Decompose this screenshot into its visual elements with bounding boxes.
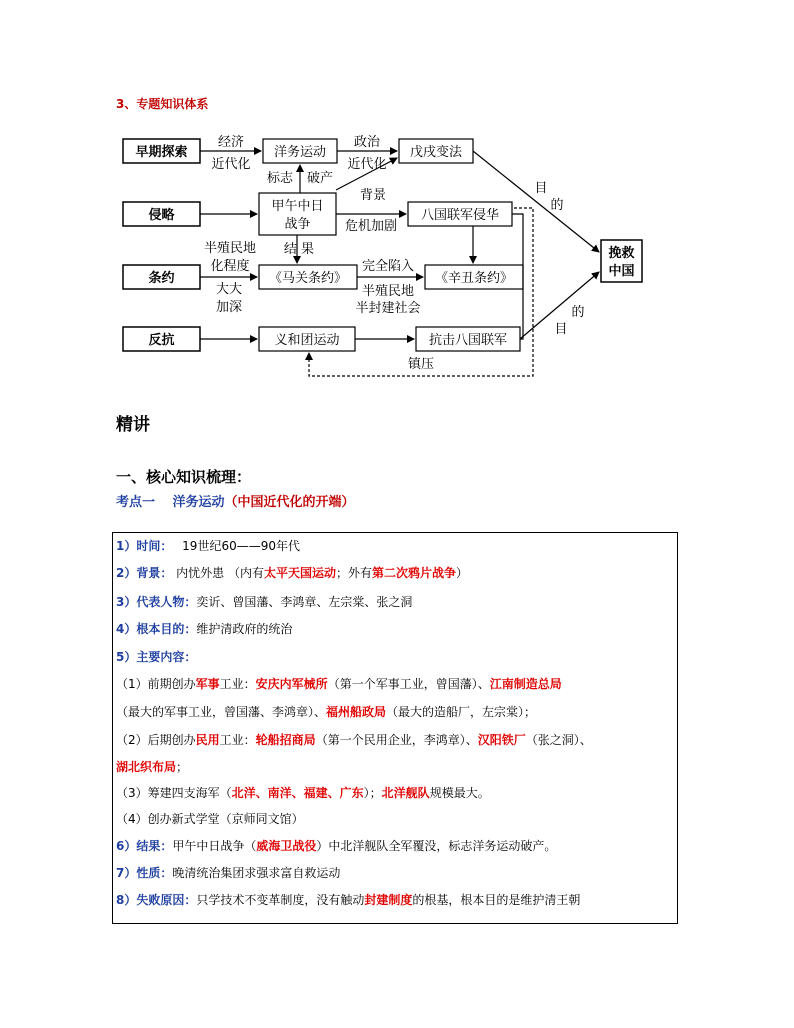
svg-text:的: 的 (550, 198, 564, 213)
row-result: 6）结果：甲午中日战争（威海卫战役）中北洋舰队全军覆没，标志洋务运动破产。 (116, 839, 557, 853)
row-label-resist: 反抗 (148, 333, 175, 348)
svg-text:镇压: 镇压 (407, 357, 435, 372)
svg-text:戊戌变法: 戊戌变法 (409, 145, 463, 160)
svg-text:洋务运动: 洋务运动 (273, 145, 327, 160)
svg-text:抗击八国联军: 抗击八国联军 (428, 333, 508, 348)
svg-text:结 果: 结 果 (283, 242, 315, 257)
svg-text:破产: 破产 (306, 171, 334, 186)
row-box-early (123, 139, 200, 163)
svg-text:中国: 中国 (608, 264, 635, 279)
svg-text:化程度: 化程度 (210, 259, 250, 274)
svg-text:标志: 标志 (266, 171, 294, 186)
svg-text:目: 目 (534, 181, 548, 196)
svg-text:危机加剧: 危机加剧 (344, 219, 398, 234)
row-content-1a: （1）前期创办军事工业：安庆内军械所（第一个军事工业，曾国藩）、江南制造总局 (116, 677, 562, 691)
row-box-invasion (123, 202, 200, 226)
row-content-1b: （最大的军事工业，曾国藩、李鸿章）、福州船政局（最大的造船厂，左宗棠）； (116, 705, 537, 719)
svg-text:加深: 加深 (215, 300, 243, 315)
svg-text:八国联军侵华: 八国联军侵华 (420, 208, 500, 223)
row-failure: 8）失败原因：只学技术不变革制度，没有触动封建制度的根基，根本目的是维护清王朝 (116, 893, 581, 907)
svg-text:背景: 背景 (359, 188, 387, 203)
svg-text:半殖民地: 半殖民地 (361, 284, 415, 299)
svg-text:完全陷入: 完全陷入 (361, 259, 415, 274)
box-jiawu (259, 193, 336, 235)
row-content-4: （4）创办新式学堂（京师同文馆） (116, 812, 304, 826)
svg-text:目: 目 (554, 322, 568, 337)
svg-text:甲午中日: 甲午中日 (271, 199, 324, 214)
svg-text:义和团运动: 义和团运动 (274, 333, 340, 348)
row-box-treaty (123, 265, 200, 289)
row-content-2b: 湖北织布局； (116, 760, 189, 774)
box-maguan (259, 265, 357, 289)
svg-text:近代化: 近代化 (211, 157, 251, 172)
kaodian-subtitle: （中国近代化的开端） (224, 495, 355, 510)
row-purpose: 4）根本目的：维护清政府的统治 (116, 622, 293, 636)
row-figures: 3）代表人物：奕䜣、曾国藩、李鸿章、左宗棠、张之洞 (116, 595, 413, 609)
heading-core-knowledge: 一、核心知识梳理： (116, 468, 252, 486)
svg-text:经济: 经济 (217, 135, 245, 150)
box-xinchou (425, 265, 523, 289)
box-baguo (408, 202, 512, 226)
knowledge-diagram (0, 0, 794, 400)
svg-text:近代化: 近代化 (347, 157, 387, 172)
box-jiuguo (601, 240, 642, 282)
kaodian-label: 考点一 洋务运动 (116, 495, 225, 510)
heading-jingjiang: 精讲 (116, 415, 150, 435)
row-content-3: （3）筹建四支海军（北洋、南洋、福建、广东）；北洋舰队规模最大。 (116, 786, 490, 800)
row-label-treaty: 条约 (148, 271, 175, 286)
svg-text:半封建社会: 半封建社会 (355, 301, 421, 316)
box-yangwu (263, 139, 337, 163)
row-content-heading: 5）主要内容： (116, 650, 197, 664)
svg-text:挽救: 挽救 (608, 246, 635, 261)
row-background: 2）背景： 内忧外患 （内有太平天国运动；外有第二次鸦片战争） (116, 566, 469, 580)
row-label-early: 早期探索 (135, 145, 188, 160)
svg-text:政治: 政治 (353, 135, 381, 150)
svg-text:《马关条约》: 《马关条约》 (268, 271, 348, 286)
row-label-invasion: 侵略 (148, 208, 175, 223)
row-nature: 7）性质：晚清统治集团求强求富自救运动 (116, 866, 341, 880)
section-title: 3、专题知识体系 (116, 97, 209, 111)
svg-text:的: 的 (571, 305, 585, 320)
row-content-2a: （2）后期创办民用工业：轮船招商局（第一个民用企业，李鸿章）、汉阳铁厂（张之洞）、 (116, 733, 592, 747)
box-yihetuan (259, 327, 355, 351)
kaodian-title (116, 491, 355, 510)
svg-text:战争: 战争 (284, 217, 311, 232)
box-kangji (416, 327, 520, 351)
row-box-resist (123, 327, 200, 351)
row-time: 1）时间： 19世纪60——90年代 (116, 539, 300, 553)
box-wuxu (399, 139, 473, 163)
svg-text:半殖民地: 半殖民地 (203, 241, 257, 256)
svg-text:大大: 大大 (215, 282, 243, 297)
svg-text:《辛丑条约》: 《辛丑条约》 (434, 271, 514, 286)
